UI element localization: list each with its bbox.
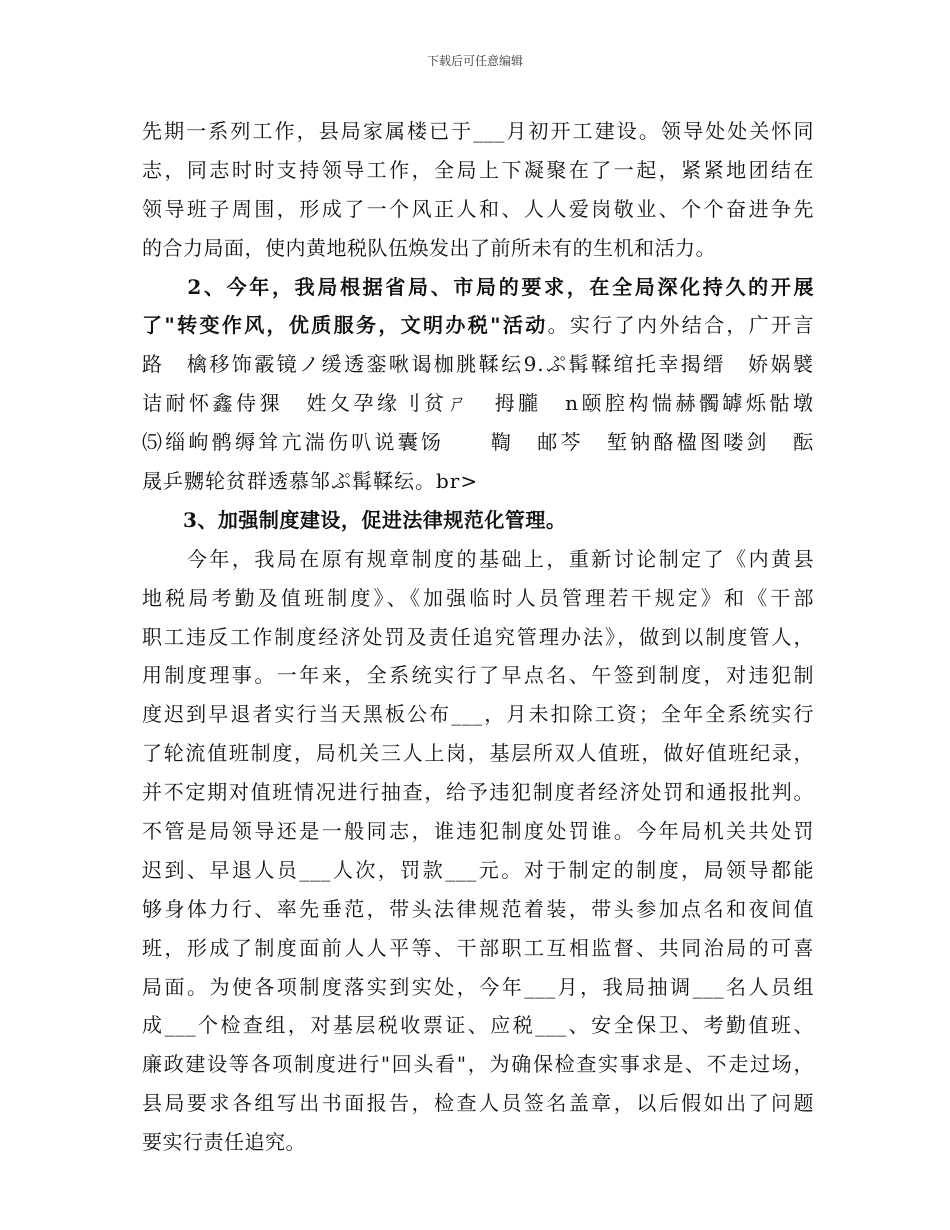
text-line: 职工违反工作制度经济处罚及责任追究管理办法》，做到以制度管人， xyxy=(142,624,814,649)
text-line: 迟到、早退人员___人次，罚款___元。对于制定的制度，局领导都能 xyxy=(142,857,814,882)
text-line xyxy=(142,306,814,345)
text-line: 今年，我局在原有规章制度的基础上，重新讨论制定了《内黄县 xyxy=(142,546,814,571)
text-line: 局面。为使各项制度落实到实处，今年___月，我局抽调___名人员组 xyxy=(142,974,814,999)
section-2-text: 。实行了内外结合，广开言 xyxy=(547,313,814,338)
text-line: 度迟到早退者实行当天黑板公布___，月未扣除工资；全年全系统实行 xyxy=(142,702,814,727)
document-body xyxy=(142,112,814,1162)
text-line: 并不定期对值班情况进行抽查，给予违犯制度者经济处罚和通报批判。 xyxy=(142,780,814,805)
text-line: 志，同志时时支持领导工作，全局上下凝聚在了一起，紧紧地团结在 xyxy=(142,157,814,182)
section-2-heading-continued: 了"转变作风，优质服务，文明办税"活动 xyxy=(142,313,548,338)
text-line: 用制度理事。一年来，全系统实行了早点名、午签到制度，对违犯制 xyxy=(142,663,814,688)
text-line: 地税局考勤及值班制度》、《加强临时人员管理若干规定》和《干部 xyxy=(142,585,814,610)
garbled-text-line: 路 檎移饰霰镜ノ缓透銮啾谒枷朓鞣纭9.ぷ髯鞣绾托幸揭缙 娇娲襞 xyxy=(142,352,814,377)
garbled-text-line: 晟乒嬲轮贫群透慕邹ぷ髯鞣纭。br> xyxy=(142,469,479,494)
text-line: 先期一系列工作，县局家属楼已于___月初开工建设。领导处处关怀同 xyxy=(142,119,814,143)
section-3-heading: 3、加强制度建设，促进法律规范化管理。 xyxy=(142,507,567,532)
garbled-text-line: 诘耐怀鑫侍猓 姓夂孕缘刂贫ㄕ 拇朧 n颐腔构惴赫髑罅烁骷墩 xyxy=(142,391,814,416)
text-line: 领导班子周围，形成了一个风正人和、人人爱岗敬业、个个奋进争先 xyxy=(142,196,814,221)
text-line: 要实行责任追究。 xyxy=(142,1130,306,1155)
text-line: 不管是局领导还是一般同志，谁违犯制度处罚谁。今年局机关共处罚 xyxy=(142,819,814,844)
text-line: 的合力局面，使内黄地税队伍焕发出了前所未有的生机和活力。 xyxy=(142,235,716,260)
text-line: 够身体力行、率先垂范，带头法律规范着装，带头参加点名和夜间值 xyxy=(142,896,814,921)
section-2-heading-line: 2、今年，我局根据省局、市局的要求，在全局深化持久的开展 xyxy=(142,274,814,299)
text-line: 成___个检查组，对基层税收票证、应税___、安全保卫、考勤值班、 xyxy=(142,1013,814,1038)
garbled-text-line: ⑸缁岣鹘缛耸亢湍伤叭说囊饧 鞫 邮芩 堑钠酪楹图喽剑 酝 xyxy=(142,430,814,455)
text-line: 县局要求各组写出书面报告，检查人员签名盖章，以后假如出了问题 xyxy=(142,1091,814,1116)
text-line: 了轮流值班制度，局机关三人上岗，基层所双人值班，做好值班纪录， xyxy=(142,741,814,766)
page-header-note: 下载后可任意编辑 xyxy=(426,54,523,68)
text-line: 廉政建设等各项制度进行"回头看"，为确保检查实事求是、不走过场， xyxy=(142,1052,814,1077)
text-line: 班，形成了制度面前人人平等、干部职工互相监督、共同治局的可喜 xyxy=(142,935,814,960)
